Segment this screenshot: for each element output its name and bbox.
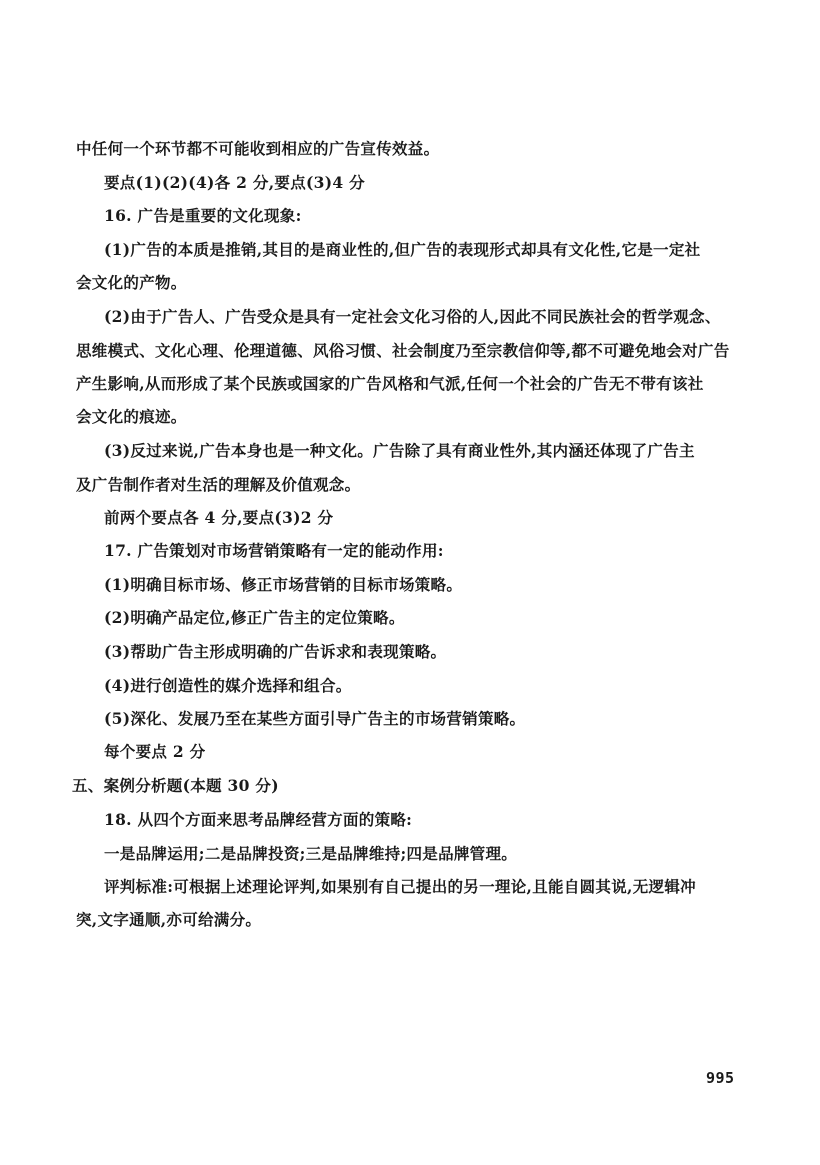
question-16-heading: 16. 广告是重要的文化现象: [104,206,302,225]
section-5-heading: 五、案例分析题(本题 30 分) [72,776,279,795]
q16-point-3-line-1: (3)反过来说,广告本身也是一种文化。广告除了具有商业性外,其内涵还体现了广告主 [104,441,695,460]
q17-point-4: (4)进行创造性的媒介选择和组合。 [104,676,352,695]
q16-point-1-line-1: (1)广告的本质是推销,其目的是商业性的,但广告的表现形式却具有文化性,它是一定社 [104,240,701,259]
text-line-1: 中任何一个环节都不可能收到相应的广告宣传效益。 [76,139,440,158]
q18-criteria-line-1: 评判标准:可根据上述理论评判,如果别有自己提出的另一理论,且能自圆其说,无逻辑冲 [104,877,696,896]
q16-point-3-line-2: 及广告制作者对生活的理解及价值观念。 [76,475,361,494]
q16-point-2-line-1: (2)由于广告人、广告受众是具有一定社会文化习俗的人,因此不同民族社会的哲学观念、 [104,307,721,326]
scoring-note-17: 每个要点 2 分 [104,742,206,761]
q16-point-2-line-4: 会文化的痕迹。 [76,407,187,426]
q18-answer: 一是品牌运用;二是品牌投资;三是品牌维持;四是品牌管理。 [104,844,518,863]
question-18-heading: 18. 从四个方面来思考品牌经营方面的策略: [104,810,413,829]
page-number: 995 [706,1069,735,1087]
q17-point-1: (1)明确目标市场、修正市场营销的目标市场策略。 [104,575,463,594]
question-17-heading: 17. 广告策划对市场营销策略有一定的能动作用: [104,541,444,560]
scoring-note-15: 要点(1)(2)(4)各 2 分,要点(3)4 分 [104,173,365,192]
q16-point-2-line-2: 思维模式、文化心理、伦理道德、风俗习惯、社会制度乃至宗教信仰等,都不可避免地会对广告 [76,341,730,360]
q18-criteria-line-2: 突,文字通顺,亦可给满分。 [76,910,262,929]
scoring-note-16: 前两个要点各 4 分,要点(3)2 分 [104,508,334,527]
q17-point-2: (2)明确产品定位,修正广告主的定位策略。 [104,608,405,627]
q17-point-3: (3)帮助广告主形成明确的广告诉求和表现策略。 [104,642,447,661]
q16-point-2-line-3: 产生影响,从而形成了某个民族或国家的广告风格和气派,任何一个社会的广告无不带有该社 [76,374,704,393]
q17-point-5: (5)深化、发展乃至在某些方面引导广告主的市场营销策略。 [104,709,526,728]
q16-point-1-line-2: 会文化的产物。 [76,273,187,292]
